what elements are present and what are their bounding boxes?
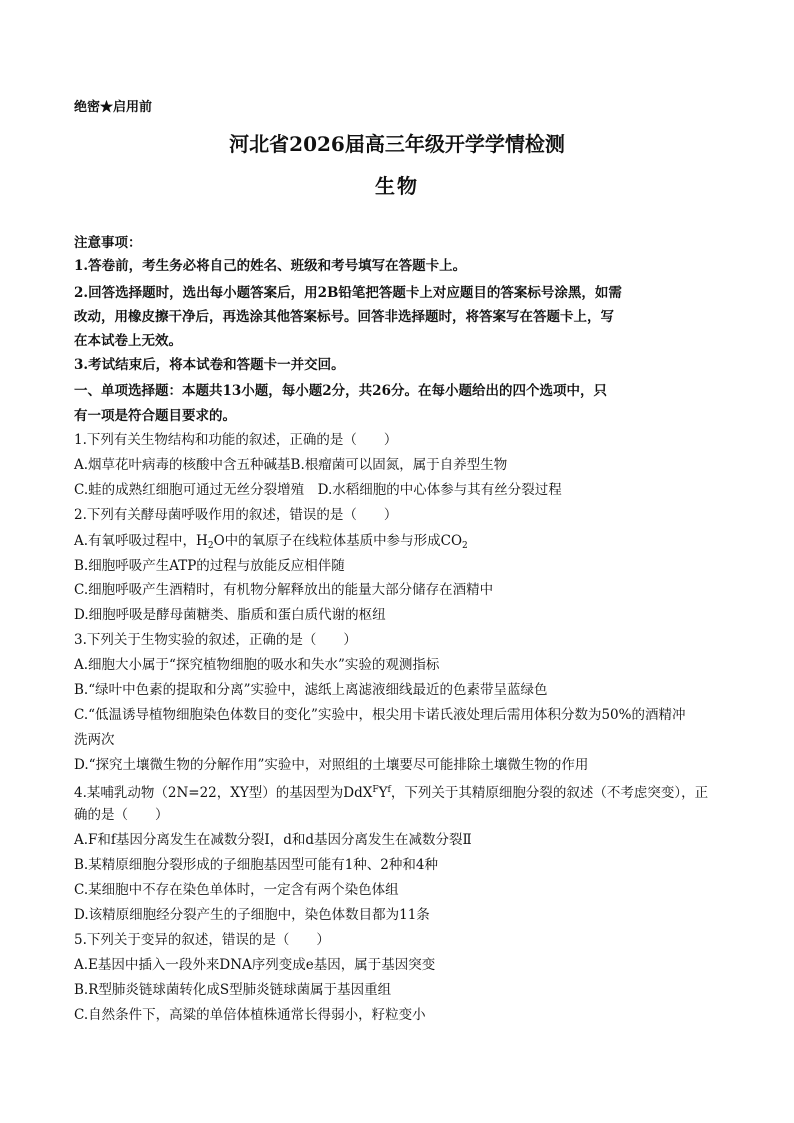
exam-subject: 生物 — [375, 174, 419, 198]
question-3-stem: 3.下列关于生物实验的叙述，正确的是（ ） — [74, 632, 357, 648]
notice-heading: 注意事项： — [74, 235, 142, 251]
question-4-option-b: B.某精原细胞分裂形成的子细胞基因型可能有1种、2种和4种 — [74, 857, 438, 873]
question-1-options-cd: C.蛙的成熟红细胞可通过无丝分裂增殖 D.水稻细胞的中心体参与其有丝分裂过程 — [74, 482, 562, 498]
question-5-stem: 5.下列关于变异的叙述，错误的是（ ） — [74, 932, 330, 948]
question-4-option-d: D.该精原细胞经分裂产生的子细胞中，染色体数目都为11条 — [74, 907, 430, 923]
question-3-option-d: D.“探究土壤微生物的分解作用”实验中，对照组的土壤要尽可能排除土壤微生物的作用 — [74, 757, 589, 773]
section-1-heading-line-1: 一、单项选择题：本题共13小题，每小题2分，共26分。在每小题给出的四个选项中，只 — [74, 383, 607, 399]
question-2-option-d: D.细胞呼吸是酵母菌糖类、脂质和蛋白质代谢的枢纽 — [74, 607, 386, 623]
section-1-heading-line-2: 有一项是符合题目要求的。 — [74, 408, 236, 424]
question-3-option-c-line-1: C.“低温诱导植物细胞染色体数目的变化”实验中，根尖用卡诺氏液处理后需用体积分数为50%的酒精冲 — [74, 707, 686, 723]
notice-item-2-line-2: 改动，用橡皮擦干净后，再选涂其他答案标号。回答非选择题时，将答案写在答题卡上，写 — [74, 309, 614, 325]
exam-title: 河北省2026届高三年级开学学情检测 — [229, 132, 565, 156]
confidential-mark: 绝密★启用前 — [74, 100, 153, 115]
question-1-options-ab: A.烟草花叶病毒的核酸中含五种碱基B.根瘤菌可以固氮，属于自养型生物 — [74, 457, 508, 473]
question-4-option-c: C.某细胞中不存在染色单体时，一定含有两个染色体组 — [74, 882, 399, 898]
question-4-stem-line-2: 确的是（ ） — [74, 807, 169, 823]
question-2-option-b: B.细胞呼吸产生ATP的过程与放能反应相伴随 — [74, 558, 345, 574]
question-4-stem-line-1: 4.某哺乳动物（2N=22，XY型）的基因型为$DdX^FY^f$，下列关于其精原细胞分裂的叙述（不考虑突变），正 — [74, 785, 709, 801]
question-5-option-a: A.E基因中插入一段外来DNA序列变成e基因，属于基因突变 — [74, 957, 436, 973]
question-3-option-b: B.“绿叶中色素的提取和分离”实验中，滤纸上离滤液细线最近的色素带呈蓝绿色 — [74, 682, 548, 698]
notice-item-1: 1.答卷前，考生务必将自己的姓名、班级和考号填写在答题卡上。 — [74, 258, 467, 274]
question-5-option-c: C.自然条件下，高粱的单倍体植株通常长得弱小，籽粒变小 — [74, 1007, 426, 1023]
question-3-option-a: A.细胞大小属于“探究植物细胞的吸水和失水”实验的观测指标 — [74, 657, 440, 673]
question-1-stem: 1.下列有关生物结构和功能的叙述，正确的是（ ） — [74, 432, 398, 448]
question-2-option-c: C.细胞呼吸产生酒精时，有机物分解释放出的能量大部分储存在酒精中 — [74, 582, 494, 598]
question-5-option-b: B.R型肺炎链球菌转化成S型肺炎链球菌属于基因重组 — [74, 982, 392, 998]
question-4-option-a: A.F和f基因分离发生在减数分裂Ⅰ，d和d基因分离发生在减数分裂Ⅱ — [74, 832, 472, 848]
question-2-stem: 2.下列有关酵母菌呼吸作用的叙述，错误的是（ ） — [74, 507, 398, 523]
notice-item-3: 3.考试结束后，将本试卷和答题卡一并交回。 — [74, 357, 345, 373]
question-2-option-a: A.有氧呼吸过程中，$H_2O$中的氧原子在线粒体基质中参与形成$CO_2$ — [74, 533, 468, 551]
notice-item-2-line-3: 在本试卷上无效。 — [74, 333, 182, 349]
question-3-option-c-line-2: 洗两次 — [74, 732, 115, 748]
notice-item-2-line-1: 2.回答选择题时，选出每小题答案后，用2B铅笔把答题卡上对应题目的答案标号涂黑，如需 — [74, 285, 622, 301]
